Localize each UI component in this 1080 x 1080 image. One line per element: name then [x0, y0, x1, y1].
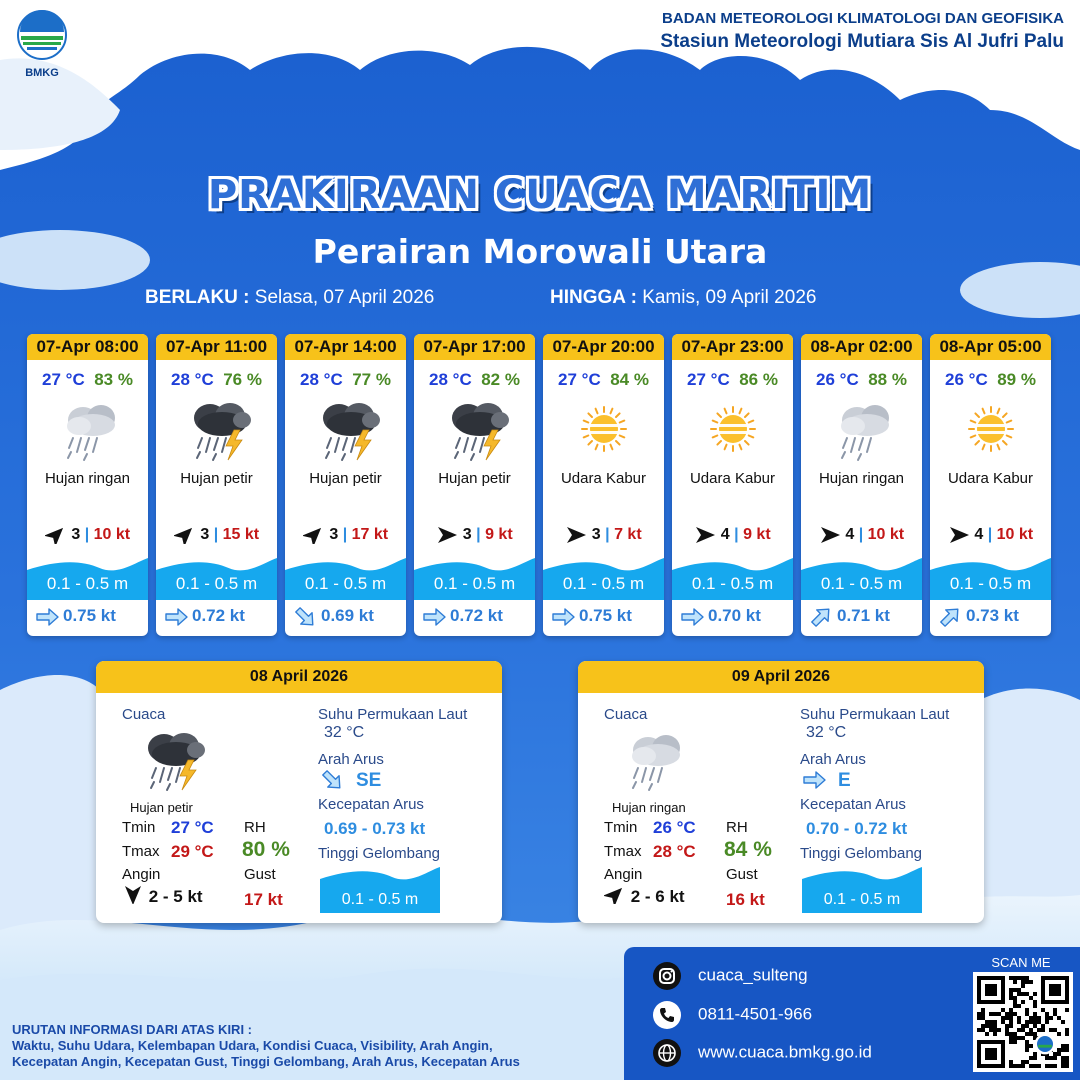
- temperature: 27 °C: [687, 370, 730, 389]
- separator: |: [84, 526, 90, 544]
- wind-info: [672, 526, 793, 544]
- gust-speed: 10 kt: [867, 526, 905, 544]
- rain-light-icon: [801, 394, 922, 464]
- gust-label: Gust: [244, 866, 276, 883]
- current-speed-label: Kecepatan Arus: [318, 796, 424, 813]
- separator: |: [858, 526, 864, 544]
- info-line: Kecepatan Angin, Kecepatan Gust, Tinggi Gelombang, Arah Arus, Kecepatan Arus: [12, 1054, 520, 1069]
- agency-header: [660, 10, 1064, 53]
- current-info: [938, 606, 1019, 627]
- wave-label: Tinggi Gelombang: [318, 845, 441, 862]
- humidity: 83 %: [94, 370, 133, 389]
- thunderstorm-icon: [285, 394, 406, 464]
- rain-light-icon: [608, 723, 698, 800]
- current-dir-value: SE: [356, 770, 382, 791]
- wind-info: [414, 526, 535, 544]
- tmin-value: 27 °C: [171, 818, 214, 837]
- gust-label: Gust: [726, 866, 758, 883]
- wind-range: 2 - 6 kt: [630, 886, 685, 906]
- forecast-card: [801, 334, 922, 636]
- wind-speed: 4: [974, 526, 984, 544]
- wave-height-bar: [672, 558, 793, 600]
- current-direction-icon: [938, 607, 962, 627]
- wind-direction-icon: [565, 526, 587, 544]
- temperature: 27 °C: [558, 370, 601, 389]
- sst-value: 32 °C: [806, 724, 847, 741]
- wind-direction-icon: [948, 526, 970, 544]
- wave-label: Tinggi Gelombang: [800, 845, 923, 862]
- temperature: 28 °C: [300, 370, 343, 389]
- valid-from-value: Selasa, 07 April 2026: [254, 287, 435, 308]
- wave-height: 0.1 - 0.5 m: [304, 574, 387, 593]
- forecast-card: [27, 334, 148, 636]
- wind-speed: 3: [462, 526, 472, 544]
- humidity: 77 %: [352, 370, 391, 389]
- temp-rh: [156, 370, 277, 390]
- wave-height-bar: [930, 558, 1051, 600]
- temperature: 27 °C: [42, 370, 85, 389]
- temp-rh: [27, 370, 148, 390]
- globe-icon: [652, 1038, 682, 1068]
- wind-range: 2 - 5 kt: [148, 886, 203, 906]
- current-speed: 0.73 kt: [966, 606, 1019, 625]
- wave-height: 0.1 - 0.5 m: [175, 574, 258, 593]
- current-info: [293, 606, 374, 627]
- valid-to-label: HINGGA :: [550, 287, 637, 308]
- gust-speed: 10 kt: [996, 526, 1034, 544]
- wind-info: [801, 526, 922, 544]
- wave-height-bar: [285, 558, 406, 600]
- current-dir-value: E: [838, 770, 851, 791]
- weather-condition: Hujan ringan: [818, 470, 905, 487]
- wind-info: [930, 526, 1051, 544]
- tmin-label: Tmin: [604, 819, 638, 836]
- forecast-card: [930, 334, 1051, 636]
- wave-height: 0.1 - 0.5 m: [562, 574, 645, 593]
- wind-direction-icon: [303, 526, 325, 544]
- valid-to-value: Kamis, 09 April 2026: [642, 287, 817, 308]
- weather-condition: Hujan ringan: [44, 470, 131, 487]
- wind-speed: 3: [71, 526, 81, 544]
- sst-label: Suhu Permukaan Laut: [318, 706, 468, 723]
- wind-info: [543, 526, 664, 544]
- wind-direction-icon: [436, 526, 458, 544]
- daily-date: 08 April 2026: [96, 661, 502, 693]
- info-line: Waktu, Suhu Udara, Kelembapan Udara, Kondisi Cuaca, Visibility, Arah Angin,: [12, 1038, 493, 1053]
- rh-value: 84 %: [724, 838, 772, 861]
- tmin-value: 26 °C: [653, 818, 696, 837]
- current-speed-value: 0.69 - 0.73 kt: [324, 819, 426, 838]
- tmin-label: Tmin: [122, 819, 156, 836]
- wave-height: 0.1 - 0.5 m: [691, 574, 774, 593]
- temp-rh: [543, 370, 664, 390]
- wind-speed: 4: [720, 526, 730, 544]
- qr-code[interactable]: [973, 972, 1073, 1072]
- gust-speed: 17 kt: [351, 526, 389, 544]
- temperature: 28 °C: [429, 370, 472, 389]
- gust-speed: 7 kt: [614, 526, 642, 544]
- current-speed: 0.69 kt: [321, 606, 374, 625]
- current-dir-label: Arah Arus: [318, 751, 384, 768]
- wind-info: [285, 526, 406, 544]
- daily-condition: Hujan petir: [130, 800, 193, 815]
- page-subtitle: Perairan Morowali Utara: [312, 232, 768, 271]
- info-legend: [12, 1022, 520, 1070]
- tmax-value: 28 °C: [653, 842, 696, 861]
- haze-icon: [930, 394, 1051, 464]
- humidity: 86 %: [739, 370, 778, 389]
- wind-direction-icon: [604, 886, 626, 909]
- wave-height-bar: [320, 867, 440, 913]
- wave-height: 0.1 - 0.5 m: [433, 574, 516, 593]
- current-speed-label: Kecepatan Arus: [800, 796, 906, 813]
- separator: |: [734, 526, 739, 544]
- separator: |: [605, 526, 610, 544]
- temperature: 26 °C: [816, 370, 859, 389]
- thunderstorm-icon: [126, 723, 216, 800]
- weather-condition: Hujan petir: [438, 470, 511, 487]
- current-speed: 0.72 kt: [450, 606, 503, 625]
- valid-to: [550, 287, 816, 309]
- website-url: www.cuaca.bmkg.go.id: [698, 1042, 872, 1062]
- tmax-value: 29 °C: [171, 842, 214, 861]
- current-speed: 0.71 kt: [837, 606, 890, 625]
- info-title: URUTAN INFORMASI DARI ATAS KIRI :: [12, 1022, 252, 1037]
- qr-code-icon: [977, 976, 1069, 1068]
- scan-label: SCAN ME: [991, 955, 1051, 970]
- forecast-card: [156, 334, 277, 636]
- rh-value: 80 %: [242, 838, 290, 861]
- weather-condition: Udara Kabur: [560, 470, 647, 487]
- wind-direction-icon: [174, 526, 196, 544]
- temp-rh: [285, 370, 406, 390]
- current-direction-icon: [164, 607, 188, 627]
- daily-condition: Hujan ringan: [612, 800, 686, 815]
- bmkg-logo: [14, 10, 70, 79]
- daily-date: 09 April 2026: [578, 661, 984, 693]
- forecast-time: 07-Apr 20:00: [543, 334, 664, 360]
- weather-label: Cuaca: [122, 706, 166, 723]
- wind-info: [156, 526, 277, 544]
- current-info: [35, 606, 116, 627]
- haze-icon: [543, 394, 664, 464]
- wind-direction-icon: [122, 886, 144, 909]
- wave-height: 0.1 - 0.5 m: [341, 891, 419, 908]
- wave-height: 0.1 - 0.5 m: [823, 891, 901, 908]
- gust-value: 16 kt: [726, 890, 765, 909]
- current-speed: 0.72 kt: [192, 606, 245, 625]
- forecast-card: [285, 334, 406, 636]
- wind-direction-icon: [819, 526, 841, 544]
- forecast-time: 07-Apr 17:00: [414, 334, 535, 360]
- tmax-label: Tmax: [122, 843, 160, 860]
- instagram-handle: cuaca_sulteng: [698, 965, 808, 985]
- instagram-row[interactable]: [652, 961, 808, 991]
- rain-light-icon: [27, 394, 148, 464]
- current-direction-icon: [320, 770, 344, 795]
- page-title: PRAKIRAAN CUACA MARITIM: [207, 172, 873, 218]
- current-direction-icon: [35, 607, 59, 627]
- current-speed-value: 0.70 - 0.72 kt: [806, 819, 908, 838]
- current-info: [680, 606, 761, 627]
- valid-from-label: BERLAKU :: [145, 287, 250, 308]
- wave-height-bar: [414, 558, 535, 600]
- forecast-time: 08-Apr 02:00: [801, 334, 922, 360]
- forecast-cards: [27, 334, 1057, 638]
- temperature: 28 °C: [171, 370, 214, 389]
- weather-condition: Hujan petir: [180, 470, 253, 487]
- agency-name: BADAN METEOROLOGI KLIMATOLOGI DAN GEOFISIKA: [662, 10, 1064, 27]
- wind-speed: 4: [845, 526, 855, 544]
- current-speed: 0.75 kt: [63, 606, 116, 625]
- current-direction-icon: [802, 770, 826, 795]
- daily-summary-card: [96, 661, 502, 923]
- wind-speed: 3: [200, 526, 210, 544]
- temp-rh: [414, 370, 535, 390]
- gust-speed: 10 kt: [93, 526, 131, 544]
- forecast-card: [672, 334, 793, 636]
- temp-rh: [930, 370, 1051, 390]
- forecast-time: 07-Apr 11:00: [156, 334, 277, 360]
- wave-height-bar: [802, 867, 922, 913]
- wind-speed: 3: [329, 526, 339, 544]
- separator: |: [476, 526, 481, 544]
- current-direction-icon: [809, 607, 833, 627]
- phone-number: 0811-4501-966: [698, 1004, 813, 1024]
- rh-label: RH: [726, 819, 748, 836]
- weather-condition: Udara Kabur: [947, 470, 1034, 487]
- logo-text: BMKG: [25, 67, 59, 79]
- wave-height: 0.1 - 0.5 m: [949, 574, 1032, 593]
- humidity: 89 %: [997, 370, 1036, 389]
- humidity: 84 %: [610, 370, 649, 389]
- humidity: 88 %: [868, 370, 907, 389]
- weather-label: Cuaca: [604, 706, 648, 723]
- forecast-card: [543, 334, 664, 636]
- current-direction-icon: [422, 607, 446, 627]
- wind-direction-icon: [45, 526, 67, 544]
- station-name: Stasiun Meteorologi Mutiara Sis Al Jufri Palu: [660, 31, 1064, 52]
- gust-speed: 9 kt: [743, 526, 771, 544]
- wave-height-bar: [543, 558, 664, 600]
- temp-rh: [801, 370, 922, 390]
- tmax-label: Tmax: [604, 843, 642, 860]
- wave-height: 0.1 - 0.5 m: [820, 574, 903, 593]
- current-speed: 0.70 kt: [708, 606, 761, 625]
- current-direction-icon: [293, 607, 317, 627]
- daily-wind: [604, 886, 685, 909]
- wind-label: Angin: [122, 866, 161, 883]
- forecast-time: 07-Apr 23:00: [672, 334, 793, 360]
- separator: |: [342, 526, 348, 544]
- gust-speed: 15 kt: [222, 526, 260, 544]
- current-speed: 0.75 kt: [579, 606, 632, 625]
- current-info: [551, 606, 632, 627]
- valid-from: [145, 287, 434, 309]
- rh-label: RH: [244, 819, 266, 836]
- daily-summary-card: [578, 661, 984, 923]
- gust-value: 17 kt: [244, 890, 283, 909]
- wave-height: 0.1 - 0.5 m: [46, 574, 129, 593]
- bmkg-emblem-icon: [15, 10, 69, 60]
- thunderstorm-icon: [156, 394, 277, 464]
- phone-row[interactable]: [652, 1000, 812, 1030]
- temperature: 26 °C: [945, 370, 988, 389]
- wind-label: Angin: [604, 866, 643, 883]
- current-direction-icon: [551, 607, 575, 627]
- wind-direction-icon: [694, 526, 716, 544]
- wave-height-bar: [801, 558, 922, 600]
- wave-height-bar: [156, 558, 277, 600]
- current-info: [809, 606, 890, 627]
- weather-condition: Udara Kabur: [689, 470, 776, 487]
- haze-icon: [672, 394, 793, 464]
- phone-icon: [652, 1000, 682, 1030]
- forecast-time: 07-Apr 14:00: [285, 334, 406, 360]
- sst-value: 32 °C: [324, 724, 365, 741]
- current-direction-icon: [680, 607, 704, 627]
- wind-info: [27, 526, 148, 544]
- forecast-card: [414, 334, 535, 636]
- current-info: [164, 606, 245, 627]
- temp-rh: [672, 370, 793, 390]
- thunderstorm-icon: [414, 394, 535, 464]
- instagram-icon: [652, 961, 682, 991]
- sst-label: Suhu Permukaan Laut: [800, 706, 950, 723]
- daily-wind: [122, 886, 203, 909]
- wind-speed: 3: [591, 526, 601, 544]
- current-dir-label: Arah Arus: [800, 751, 866, 768]
- forecast-time: 08-Apr 05:00: [930, 334, 1051, 360]
- gust-speed: 9 kt: [485, 526, 513, 544]
- wave-height-bar: [27, 558, 148, 600]
- separator: |: [987, 526, 993, 544]
- website-row[interactable]: [652, 1038, 872, 1068]
- forecast-time: 07-Apr 08:00: [27, 334, 148, 360]
- separator: |: [213, 526, 219, 544]
- current-info: [422, 606, 503, 627]
- weather-condition: Hujan petir: [309, 470, 382, 487]
- humidity: 82 %: [481, 370, 520, 389]
- humidity: 76 %: [223, 370, 262, 389]
